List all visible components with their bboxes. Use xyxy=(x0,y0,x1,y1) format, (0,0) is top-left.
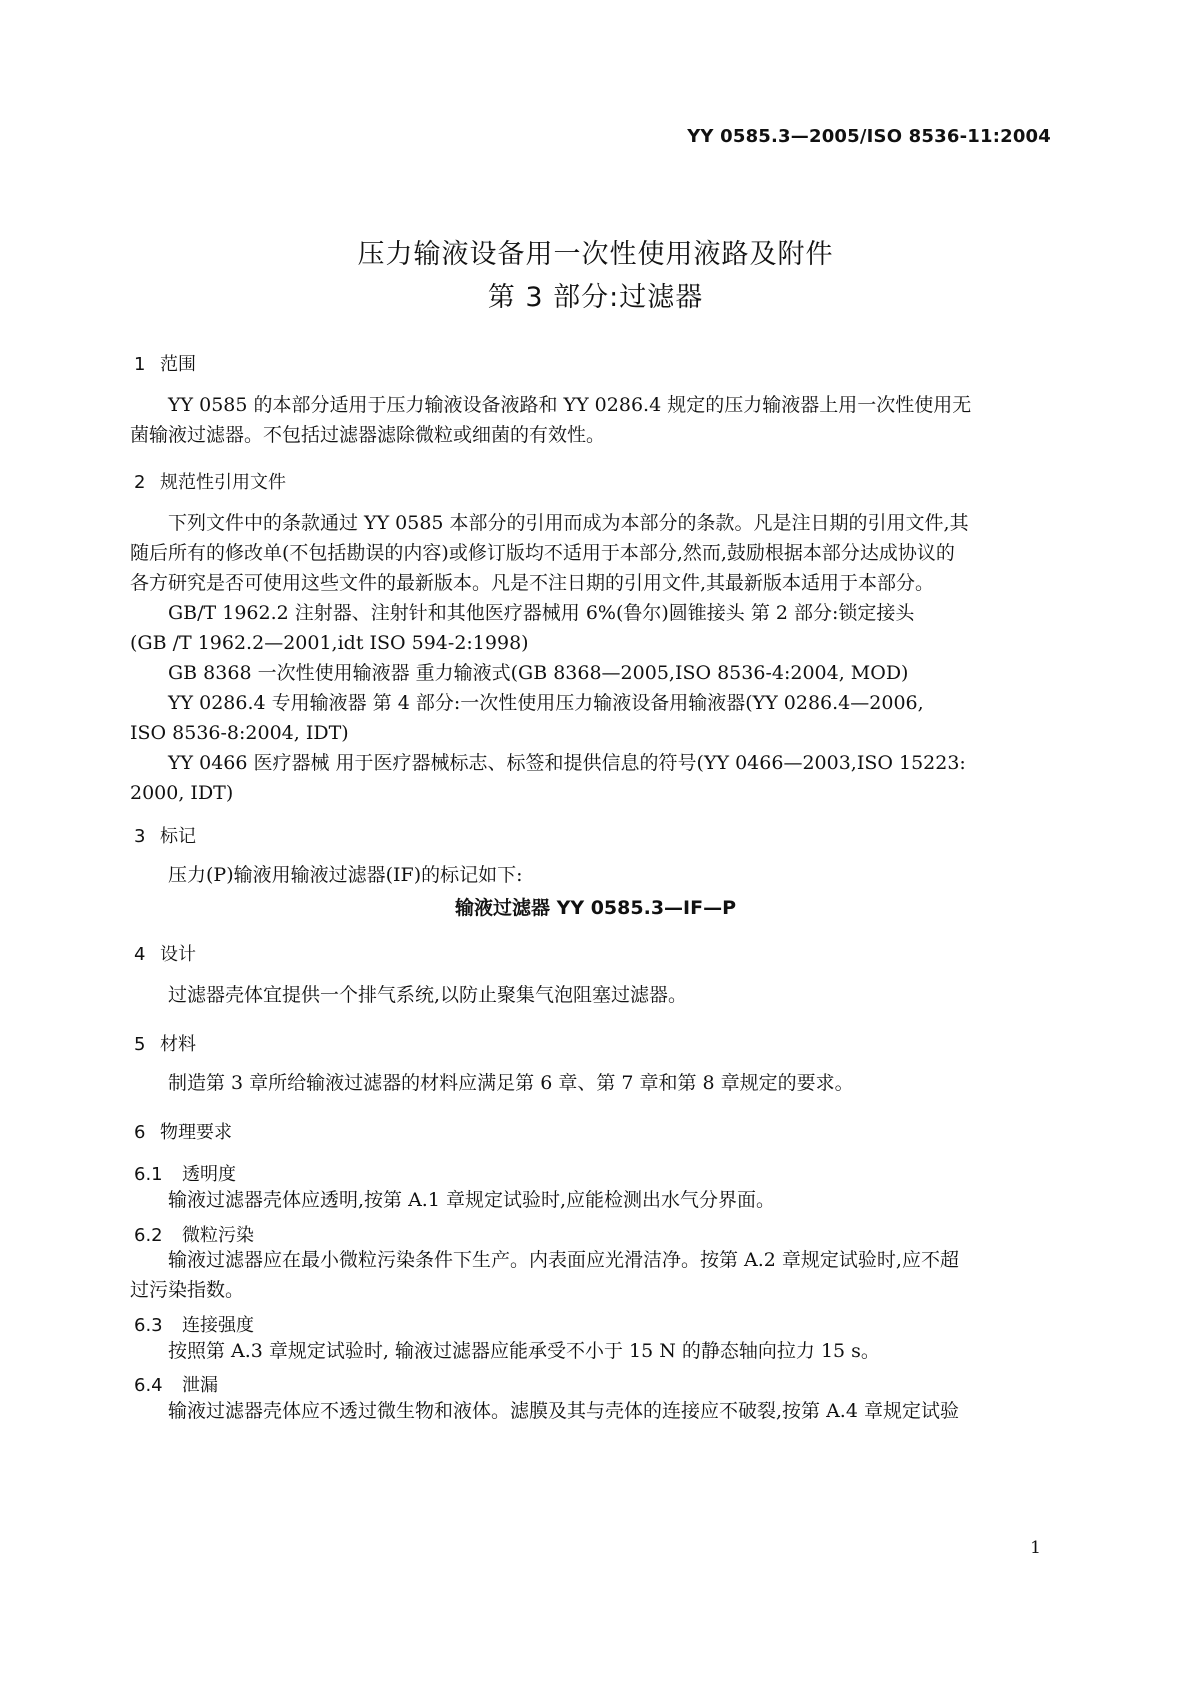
subsection-6-3-heading xyxy=(134,1311,254,1337)
section-number: 5 xyxy=(134,1034,146,1055)
section-5-body xyxy=(130,1068,1060,1098)
section-4-body xyxy=(130,980,1060,1010)
paragraph-line: 下列文件中的条款通过 YY 0585 本部分的引用而成为本部分的条款。凡是注日期的引用文件,其 xyxy=(168,512,969,534)
paragraph-line: 输液过滤器壳体应透明,按第 A.1 章规定试验时,应能检测出水气分界面。 xyxy=(168,1189,776,1211)
document-subtitle: 第 3 部分:过滤器 xyxy=(487,282,704,313)
section-number: 1 xyxy=(134,354,146,375)
subsection-6-1-body xyxy=(130,1185,1060,1215)
section-2-body xyxy=(130,508,1060,808)
subsection-title: 透明度 xyxy=(182,1164,236,1185)
paragraph-line: 压力(P)输液用输液过滤器(IF)的标记如下: xyxy=(168,864,523,886)
subsection-number: 6.4 xyxy=(134,1375,163,1396)
section-title: 物理要求 xyxy=(160,1122,232,1143)
paragraph-line: 随后所有的修改单(不包括勘误的内容)或修订版均不适用于本部分,然而,鼓励根据本部分达成协议的 xyxy=(130,542,955,564)
page-number: 1 xyxy=(1030,1538,1041,1558)
paragraph-line: 各方研究是否可使用这些文件的最新版本。凡是不注日期的引用文件,其最新版本适用于本部分。 xyxy=(130,572,935,594)
section-number: 3 xyxy=(134,826,146,847)
paragraph-line: YY 0585 的本部分适用于压力输液设备液路和 YY 0286.4 规定的压力输液器上用一次性使用无 xyxy=(168,394,972,416)
reference-line: ISO 8536-8:2004, IDT) xyxy=(130,722,349,744)
subsection-6-4-heading xyxy=(134,1371,218,1397)
subsection-title: 泄漏 xyxy=(182,1375,218,1396)
section-5-heading xyxy=(134,1030,196,1056)
marking-example: 输液过滤器 YY 0585.3—IF—P xyxy=(454,897,737,919)
subsection-6-2-heading xyxy=(134,1221,254,1247)
section-4-heading xyxy=(134,940,196,966)
paragraph-line: 输液过滤器应在最小微粒污染条件下生产。内表面应光滑洁净。按第 A.2 章规定试验时,应不超 xyxy=(168,1249,959,1271)
section-6-heading xyxy=(134,1118,232,1144)
section-number: 2 xyxy=(134,472,146,493)
section-2-heading xyxy=(134,468,286,494)
reference-line: 2000, IDT) xyxy=(130,782,234,804)
section-title: 设计 xyxy=(160,944,196,965)
section-3-heading xyxy=(134,822,196,848)
subsection-number: 6.2 xyxy=(134,1225,163,1246)
section-title: 规范性引用文件 xyxy=(160,472,286,493)
section-title: 范围 xyxy=(160,354,196,375)
subsection-6-3-body xyxy=(130,1336,1060,1366)
reference-line: (GB /T 1962.2—2001,idt ISO 594-2:1998) xyxy=(130,632,529,654)
standard-code: YY 0585.3—2005/ISO 8536-11:2004 xyxy=(687,126,1051,147)
subsection-6-2-body xyxy=(130,1245,1060,1305)
section-title: 标记 xyxy=(160,826,196,847)
subsection-title: 连接强度 xyxy=(182,1315,254,1336)
section-number: 4 xyxy=(134,944,146,965)
subsection-number: 6.3 xyxy=(134,1315,163,1336)
paragraph-line: 输液过滤器壳体应不透过微生物和液体。滤膜及其与壳体的连接应不破裂,按第 A.4 章规定试验 xyxy=(168,1400,959,1422)
subsection-6-1-heading xyxy=(134,1160,236,1186)
section-number: 6 xyxy=(134,1122,146,1143)
document-title: 压力输液设备用一次性使用液路及附件 xyxy=(357,239,834,270)
paragraph-line: 按照第 A.3 章规定试验时, 输液过滤器应能承受不小于 15 N 的静态轴向拉力 15 s。 xyxy=(168,1340,880,1362)
section-title: 材料 xyxy=(160,1034,196,1055)
subsection-title: 微粒污染 xyxy=(182,1225,254,1246)
subsection-6-4-body xyxy=(130,1396,1060,1426)
subsection-number: 6.1 xyxy=(134,1164,163,1185)
section-1-heading xyxy=(134,350,196,376)
paragraph-line: 制造第 3 章所给输液过滤器的材料应满足第 6 章、第 7 章和第 8 章规定的要求。 xyxy=(168,1072,854,1094)
section-1-body xyxy=(130,390,1060,450)
paragraph-line: 过污染指数。 xyxy=(130,1279,245,1301)
reference-line: GB 8368 一次性使用输液器 重力输液式(GB 8368—2005,ISO 8536-4:2004, MOD) xyxy=(168,662,909,684)
reference-line: GB/T 1962.2 注射器、注射针和其他医疗器械用 6%(鲁尔)圆锥接头 第 2 部分:锁定接头 xyxy=(168,602,915,624)
reference-line: YY 0466 医疗器械 用于医疗器械标志、标签和提供信息的符号(YY 0466—2003,ISO 15223: xyxy=(168,752,966,774)
section-3-body xyxy=(130,860,1060,890)
paragraph-line: 菌输液过滤器。不包括过滤器滤除微粒或细菌的有效性。 xyxy=(130,424,606,446)
paragraph-line: 过滤器壳体宜提供一个排气系统,以防止聚集气泡阻塞过滤器。 xyxy=(168,984,688,1006)
reference-line: YY 0286.4 专用输液器 第 4 部分:一次性使用压力输液设备用输液器(YY 0286.4—2006, xyxy=(168,692,924,714)
